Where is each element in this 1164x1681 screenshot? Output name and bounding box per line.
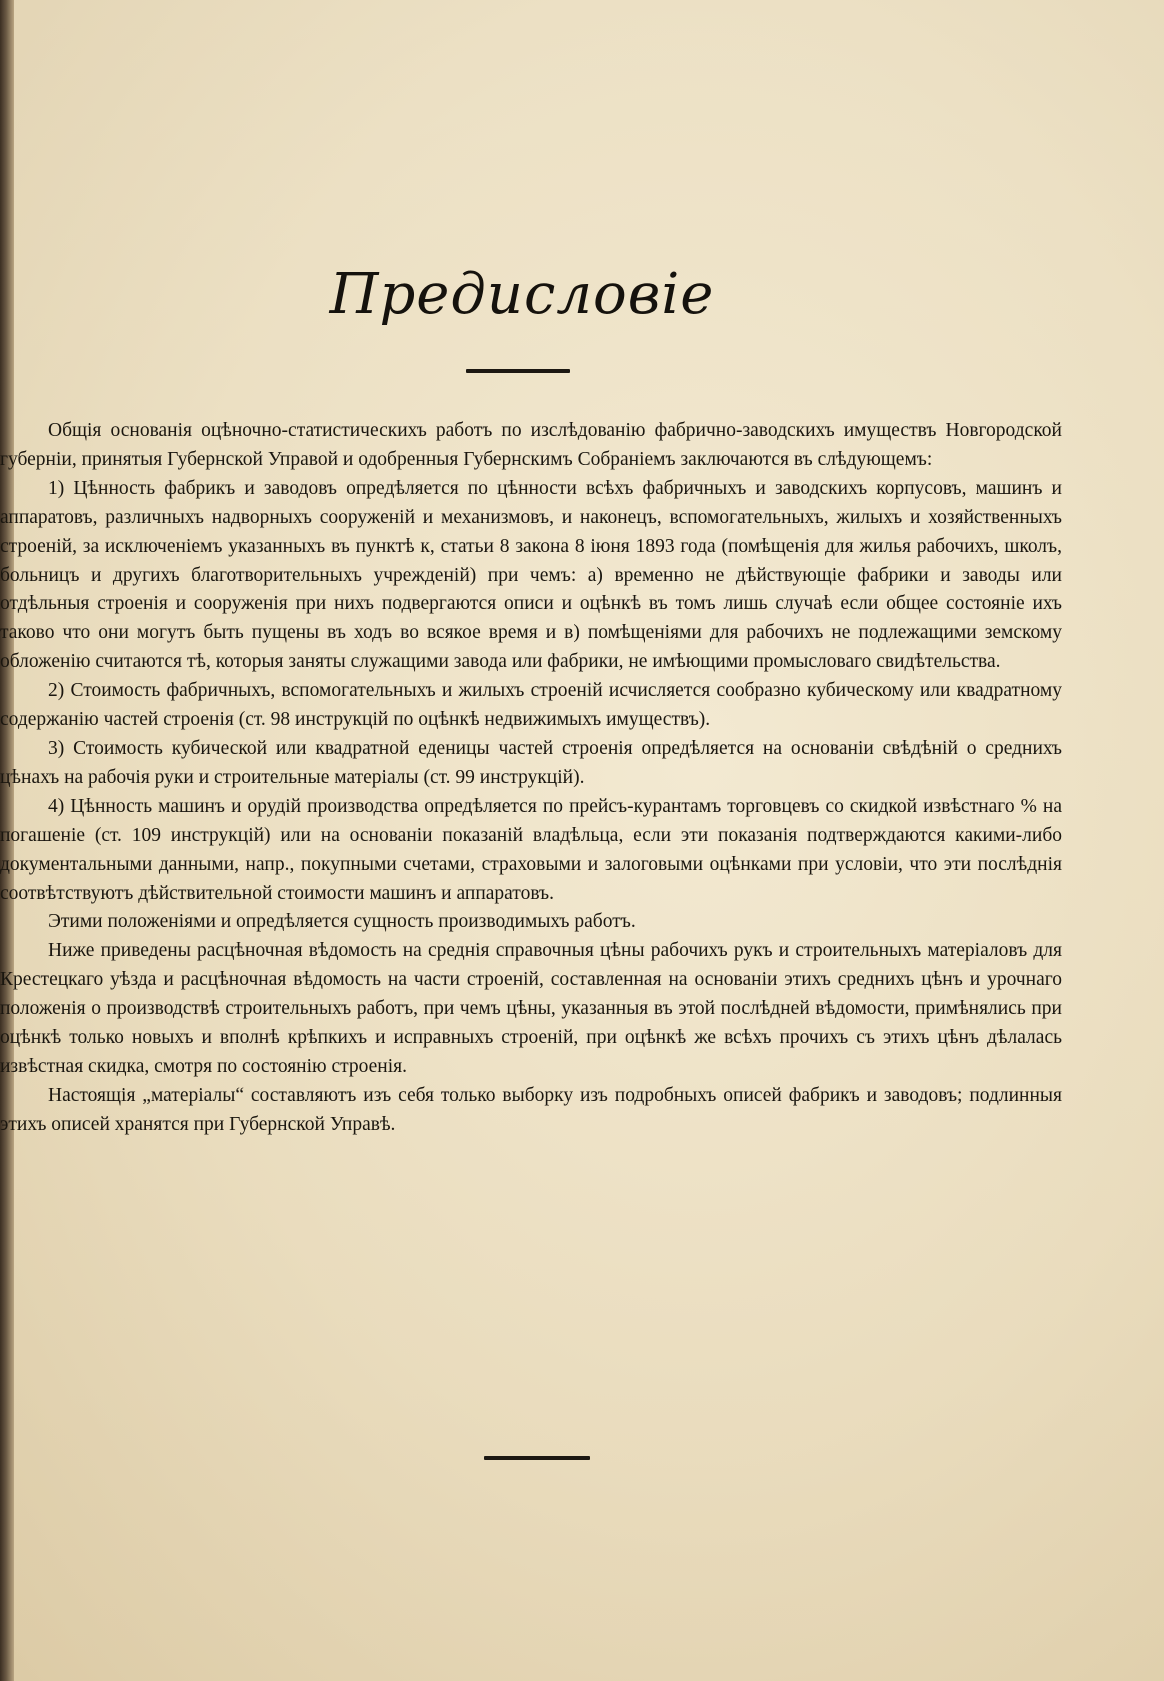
- preface-body: [0, 417, 1062, 1140]
- paragraph-summary: Этими положеніями и опредѣляется сущность производимыхъ работъ.: [48, 911, 636, 933]
- paragraph-valuation-sheets: Ниже приведены расцѣночная вѣдомость на среднія справочныя цѣны рабочихъ рукъ и строительныхъ матеріаловъ для Крестецкаго уѣзда и расцѣночная вѣдомость на части строеній, составленная на основаніи этихъ среднихъ цѣнъ и урочнаго положенія о производствѣ строительныхъ работъ, при чемъ цѣны, указанныя въ этой послѣдней вѣдомости, примѣнялись при оцѣнкѣ только новыхъ и вполнѣ крѣпкихъ и исправныхъ строеній, при оцѣнкѣ же всѣхъ прочихъ съ этихъ цѣнъ дѣлалась извѣстная скидка, смотря по состоянію строенія.: [0, 940, 1062, 1077]
- end-divider: [484, 1456, 590, 1460]
- paragraph-closing: Настоящія „матеріалы“ составляютъ изъ себя только выборку изъ подробныхъ описей фабрикъ и заводовъ; подлинныя этихъ описей хранятся при Губернской Управѣ.: [0, 1084, 1062, 1135]
- paragraph-point-3: 3) Стоимость кубической или квадратной еденицы частей строенія опредѣляется на основаніи свѣдѣній о среднихъ цѣнахъ на рабочія руки и строительные матеріалы (ст. 99 инструкцій).: [0, 737, 1062, 788]
- paragraph-point-2: 2) Стоимость фабричныхъ, вспомогательныхъ и жилыхъ строеній исчисляется сообразно кубическому или квадратному содержанію частей строенія (ст. 98 инструкцій по оцѣнкѣ недвижимыхъ имуществъ).: [0, 680, 1062, 731]
- title-divider: [466, 369, 570, 373]
- paragraph-point-1: 1) Цѣнность фабрикъ и заводовъ опредѣляется по цѣнности всѣхъ фабричныхъ и заводскихъ корпусовъ, машинъ и аппаратовъ, различныхъ надворныхъ сооруженій и механизмовъ, и наконецъ, вспомогательныхъ, жилыхъ и хозяйственныхъ строеній, за исключеніемъ указанныхъ въ пунктѣ к, статьи 8 закона 8 іюня 1893 года (помѣщенія для жилья рабочихъ, школъ, больницъ и другихъ благотворительныхъ учрежденій) при чемъ: а) временно не дѣйствующіе фабрики и заводы или отдѣльныя строенія и сооруженія при нихъ подвергаются описи и оцѣнкѣ въ томъ лишь случаѣ если общее состояніе ихъ таково что они могутъ быть пущены въ ходъ во всякое время и в) помѣщеніями для рабочихъ не подлежащими земскому обложенію считаются тѣ, которыя заняты служащими завода или фабрики, не имѣющими промысловаго свидѣтельства.: [0, 477, 1062, 673]
- paragraph-intro: Общія основанія оцѣночно-статистическихъ работъ по изслѣдованію фабрично-заводскихъ имуществъ Новгородской губерніи, принятыя Губернской Управой и одобренныя Губернскимъ Собраніемъ заключаются въ слѣдующемъ:: [0, 420, 1062, 470]
- page-title: Предисловіе: [329, 262, 715, 327]
- paragraph-point-4: 4) Цѣнность машинъ и орудій производства опредѣляется по прейсъ-курантамъ торговцевъ со скидкой извѣстнаго % на погашеніе (ст. 109 инструкцій) или на основаніи показаній владѣльца, если эти показанія подтверждаются какими-либо документальными данными, напр., покупными счетами, страховыми и залоговыми оцѣнками при условіи, что эти послѣднія соотвѣтствуютъ дѣйствительной стоимости машинъ и аппаратовъ.: [0, 795, 1062, 904]
